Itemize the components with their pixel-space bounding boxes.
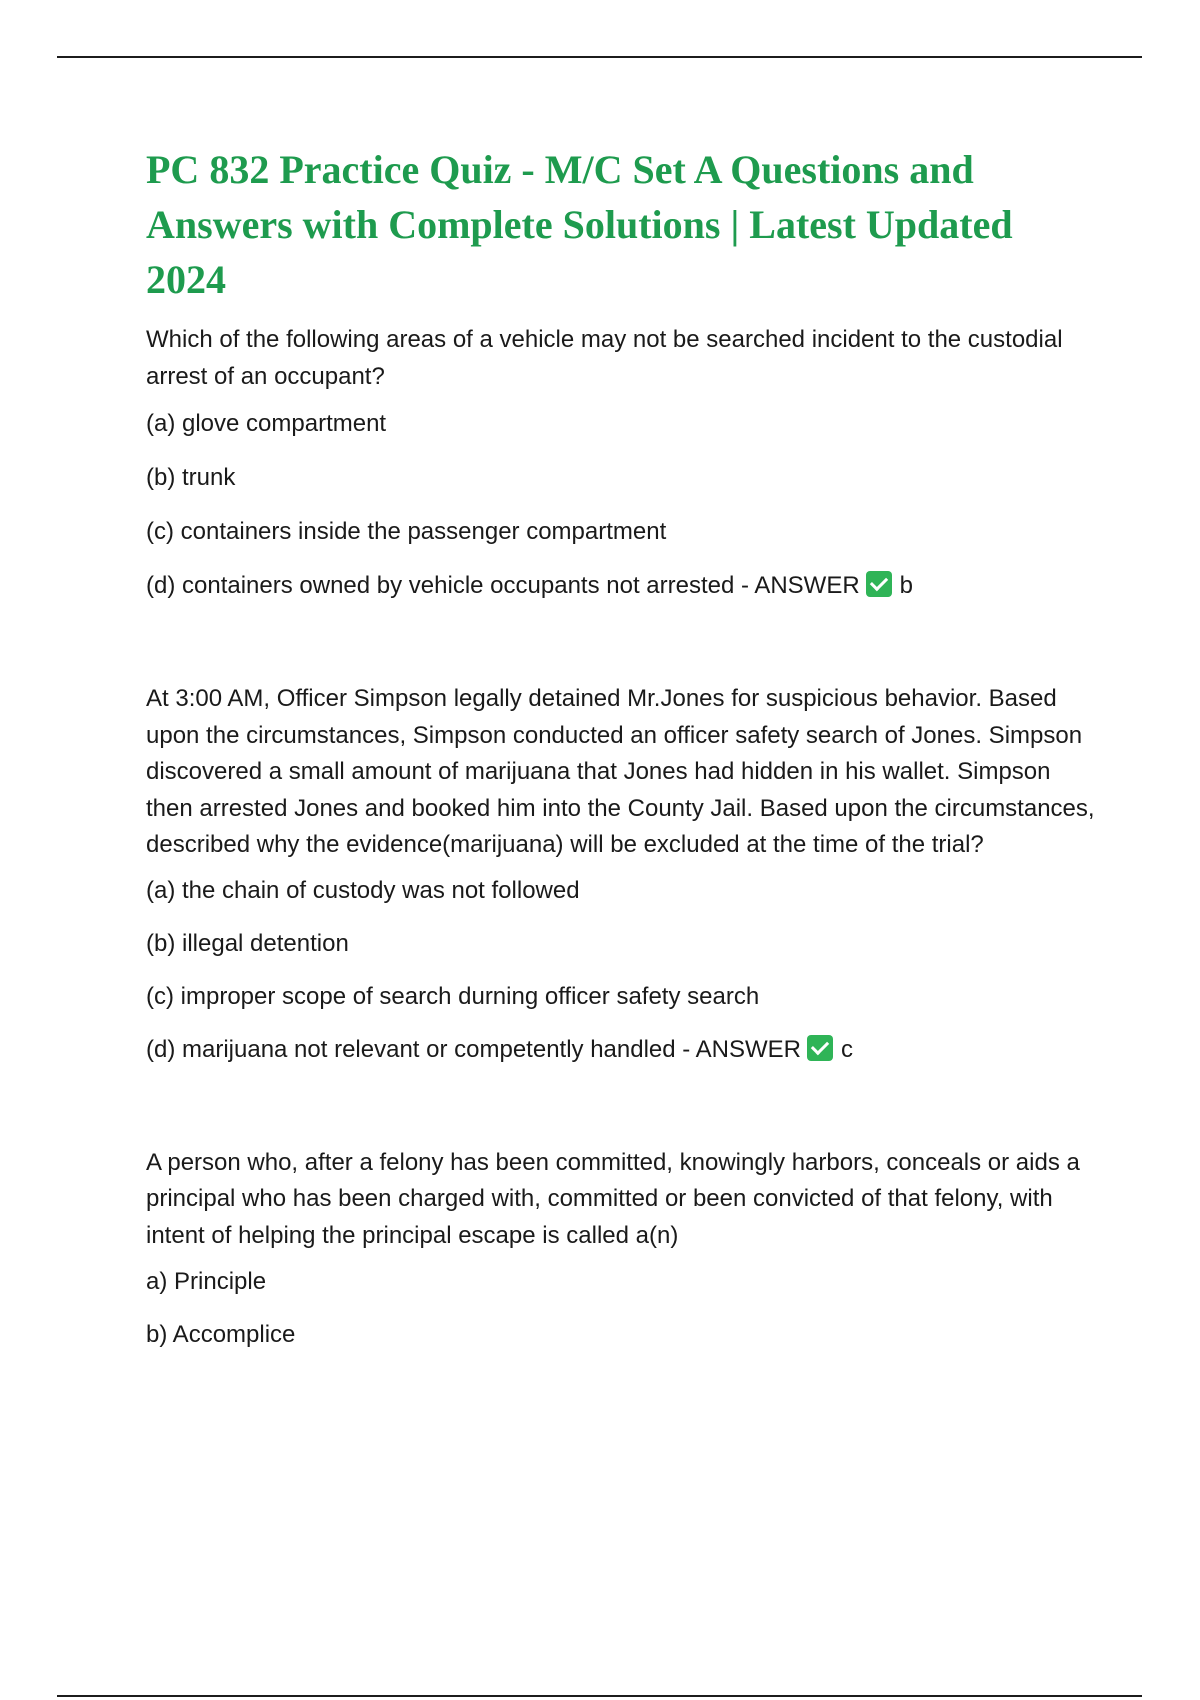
check-mark-icon xyxy=(866,571,892,597)
option-d-with-answer xyxy=(146,1035,1096,1065)
document-body xyxy=(146,142,1096,1350)
option-d: (d) marijuana not relevant or competently handled - ANSWER xyxy=(146,1035,801,1063)
option-c: (c) improper scope of search durning officer safety search xyxy=(146,982,760,1010)
question-1 xyxy=(146,322,1096,601)
top-rule xyxy=(57,56,1142,58)
document-title: PC 832 Practice Quiz - M/C Set A Questions and Answers with Complete Solutions | Latest Updated 2024 xyxy=(146,147,1013,302)
question-text: A person who, after a felony has been committed, knowingly harbors, conceals or aids a principal who has been charged with, committed or been convicted of that felony, with intent of helping the principal escape is called a(n) xyxy=(146,1148,1080,1249)
question-text: At 3:00 AM, Officer Simpson legally detained Mr.Jones for suspicious behavior. Based upon the circumstances, Simpson conducted an officer safety search of Jones. Simpson discovered a small amount of marijuana that Jones had hidden in his wallet. Simpson then arrested Jones and booked him into the County Jail. Based upon the circumstances, described why the evidence(marijuana) will be excluded at the time of the trial? xyxy=(146,685,1095,858)
option-a: (a) the chain of custody was not followed xyxy=(146,876,580,904)
question-3 xyxy=(146,1145,1096,1351)
question-2 xyxy=(146,681,1096,1065)
answer-value: b xyxy=(899,572,914,599)
option-b: (b) trunk xyxy=(146,464,236,491)
option-c: (c) containers inside the passenger compartment xyxy=(146,518,667,545)
question-text: Which of the following areas of a vehicle may not be searched incident to the custodial arrest of an occupant? xyxy=(146,326,1063,390)
option-b: (b) illegal detention xyxy=(146,929,349,957)
answer-value: c xyxy=(840,1035,853,1063)
option-d-with-answer xyxy=(146,571,1096,601)
option-a: (a) glove compartment xyxy=(146,410,387,437)
bottom-rule xyxy=(57,1695,1142,1697)
option-a: a) Principle xyxy=(146,1268,267,1295)
option-b: b) Accomplice xyxy=(146,1321,296,1348)
check-mark-icon xyxy=(807,1035,833,1061)
option-d: (d) containers owned by vehicle occupants not arrested - ANSWER xyxy=(146,572,860,599)
